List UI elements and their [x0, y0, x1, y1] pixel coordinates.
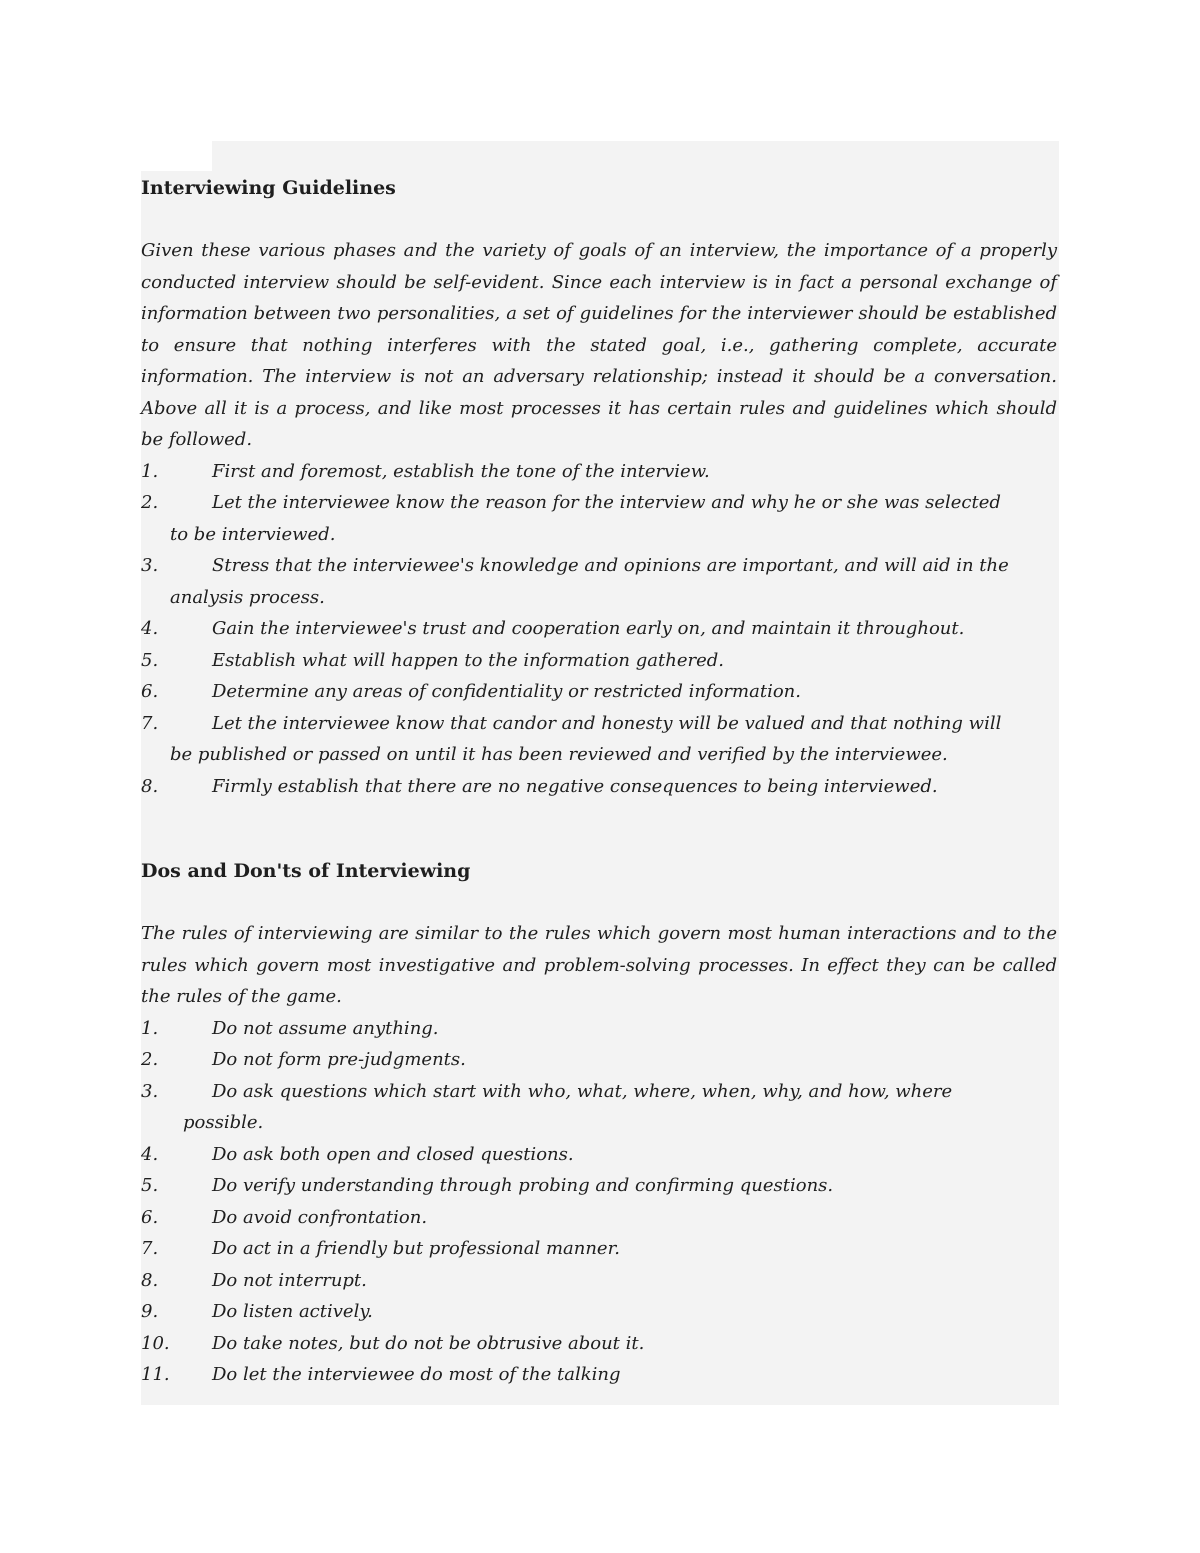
list-text: Let the interviewee know that candor and honesty will be valued and that nothing will [212, 712, 1002, 734]
list-text: Establish what will happen to the information gathered. [212, 649, 724, 671]
list-item [141, 1139, 1057, 1171]
list-item [141, 645, 1057, 677]
list-text: Firmly establish that there are no negative consequences to being interviewed. [212, 775, 938, 797]
list-number: 8. [141, 1269, 159, 1291]
list-number: 6. [141, 1206, 159, 1228]
list-text: Do take notes, but do not be obtrusive about it. [212, 1332, 645, 1354]
list-number: 3. [141, 1080, 159, 1102]
guidelines-list [141, 456, 1057, 803]
list-number: 3. [141, 555, 159, 576]
list-item [141, 1296, 1057, 1328]
list-number: 2. [141, 492, 159, 513]
list-number: 4. [141, 618, 159, 639]
list-text-continued: to be interviewed. [170, 523, 336, 545]
list-number: 1. [141, 460, 159, 482]
list-item [141, 1170, 1057, 1202]
list-item [141, 613, 1057, 645]
list-text: Do avoid confrontation. [212, 1206, 428, 1228]
list-text: Stress that the interviewee's knowledge and opinions are important, and will aid in the [212, 555, 1009, 576]
list-item [141, 550, 1057, 613]
list-item [141, 1359, 1057, 1391]
list-item [141, 456, 1057, 488]
list-number: 2. [141, 1049, 159, 1070]
list-number: 8. [141, 775, 159, 797]
list-text: Let the interviewee know the reason for the interview and why he or she was selected [212, 492, 1001, 513]
list-number: 7. [141, 1238, 159, 1259]
list-text: Do verify understanding through probing and confirming questions. [212, 1175, 834, 1196]
document-body [141, 172, 1057, 1391]
list-text: First and foremost, establish the tone of the interview. [212, 460, 710, 482]
list-text: Do listen actively. [212, 1301, 373, 1322]
list-number: 5. [141, 1175, 159, 1196]
list-item [141, 1202, 1057, 1234]
list-item [141, 1044, 1057, 1076]
list-text: Determine any areas of confidentiality or restricted information. [212, 681, 801, 702]
list-item [141, 487, 1057, 550]
list-text: Do not form pre-judgments. [212, 1049, 466, 1070]
list-item [141, 1328, 1057, 1360]
list-text: Do ask both open and closed questions. [212, 1143, 574, 1165]
list-number: 11. [141, 1364, 170, 1385]
list-text: Do not interrupt. [212, 1269, 367, 1291]
list-item [141, 1233, 1057, 1265]
section-heading-guidelines: Interviewing Guidelines [141, 177, 396, 199]
list-item [141, 1265, 1057, 1297]
list-text: Do ask questions which start with who, what, where, when, why, and how, where [212, 1080, 953, 1102]
text-highlight-top [212, 141, 1059, 171]
list-text: Do not assume anything. [212, 1017, 439, 1039]
list-number: 7. [141, 712, 159, 734]
list-number: 1. [141, 1017, 159, 1039]
list-item [141, 1076, 1057, 1139]
list-text-continued: possible. [183, 1112, 264, 1133]
section-heading-dos-and-donts: Dos and Don'ts of Interviewing [141, 860, 471, 882]
list-item [141, 1013, 1057, 1045]
list-number: 10. [141, 1332, 170, 1354]
list-item [141, 771, 1057, 803]
list-item [141, 676, 1057, 708]
guidelines-paragraph: Given these various phases and the variety of goals of an interview, the importance of a properly conducted interview should be self-evident. Since each interview is in fact a personal exchange of information between two personalities, a set of guidelines for the interviewer should be established to ensure that nothing interferes with the stated goal, i.e., gathering complete, accurate information. The interview is not an adversary relationship; instead it should be a conversation. Above all it is a process, and like most processes it has certain rules and guidelines which should be followed. [141, 240, 1057, 450]
dos-and-donts-paragraph: The rules of interviewing are similar to the rules which govern most human interactions and to the rules which govern most investigative and problem-solving processes. In effect they can be called the rules of the game. [141, 923, 1057, 1007]
list-text: Gain the interviewee's trust and cooperation early on, and maintain it throughout. [212, 618, 965, 639]
list-text: Do let the interviewee do most of the talking [212, 1364, 621, 1385]
list-text: Do act in a friendly but professional manner. [212, 1238, 620, 1259]
list-item [141, 708, 1057, 771]
list-number: 9. [141, 1301, 159, 1322]
dos-and-donts-list [141, 1013, 1057, 1391]
list-text-continued: analysis process. [170, 586, 325, 608]
list-text-continued: be published or passed on until it has been reviewed and verified by the interviewee. [170, 744, 948, 765]
list-number: 6. [141, 681, 159, 702]
list-number: 4. [141, 1143, 159, 1165]
list-number: 5. [141, 649, 159, 671]
